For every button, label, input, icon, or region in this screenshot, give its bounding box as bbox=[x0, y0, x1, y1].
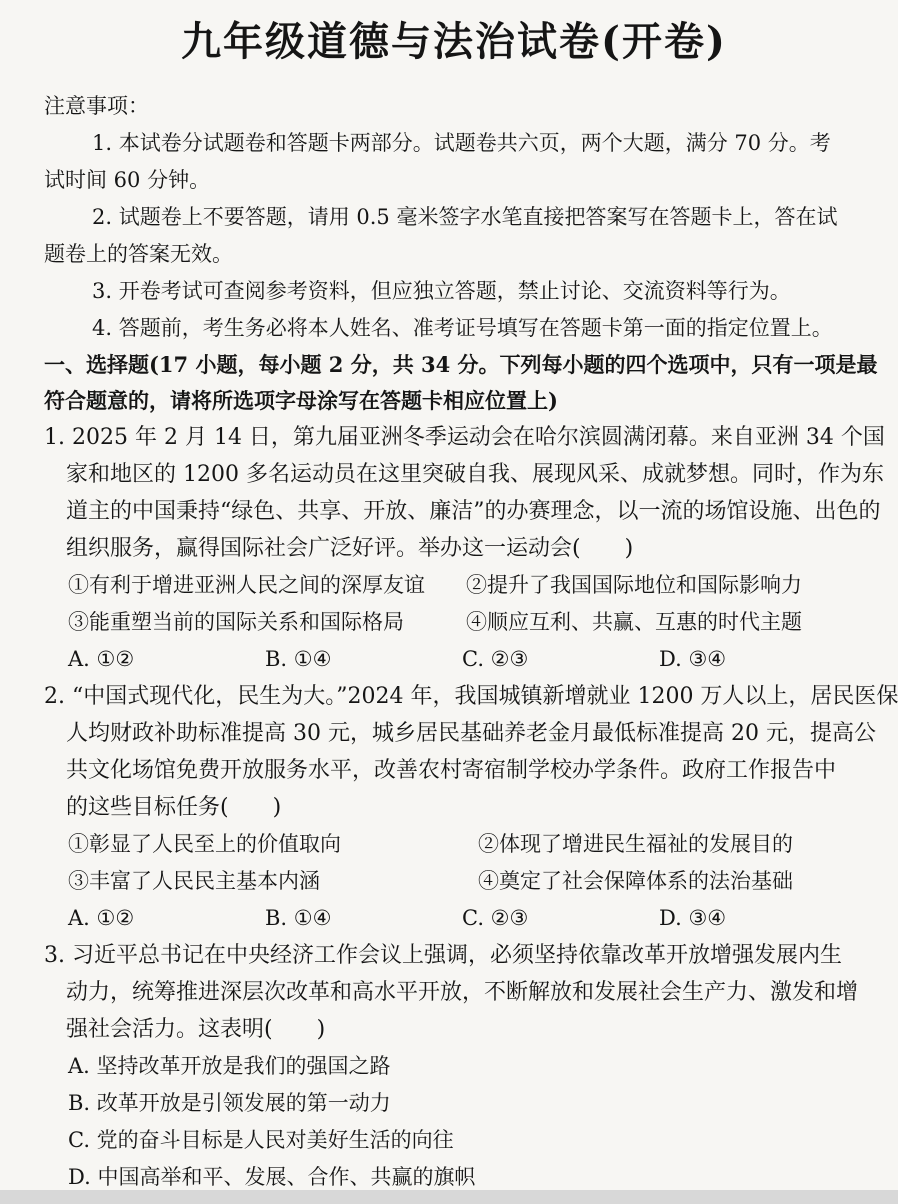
question-2-line-4: 的这些目标任务( ) bbox=[66, 795, 282, 820]
statement-2: ②体现了增进民生福祉的发展目的 bbox=[478, 832, 793, 856]
question-1-line-4: 组织服务，赢得国际社会广泛好评。举办这一运动会( ) bbox=[66, 536, 634, 561]
question-3-line-2: 动力，统筹推进深层次改革和高水平开放，不断解放和发展社会生产力、激发和增 bbox=[66, 980, 859, 1005]
question-2-statements-row-2 bbox=[44, 863, 856, 900]
choice-c: C. ②③ bbox=[462, 906, 529, 930]
question-3-line-3: 强社会活力。这表明( ) bbox=[66, 1017, 326, 1042]
choice-c: C. ②③ bbox=[462, 647, 529, 671]
choice-b: B. 改革开放是引领发展的第一动力 bbox=[68, 1091, 391, 1115]
choice-d: D. 中国高举和平、发展、合作、共赢的旗帜 bbox=[68, 1165, 476, 1189]
question-1-line-2: 家和地区的 1200 多名运动员在这里突破自我、展现风采、成就梦想。同时，作为东 bbox=[66, 462, 884, 487]
question-2 bbox=[44, 678, 898, 937]
statement-2: ②提升了我国国际地位和国际影响力 bbox=[466, 573, 802, 597]
choice-c: C. 党的奋斗目标是人民对美好生活的向往 bbox=[68, 1128, 454, 1152]
notes-section bbox=[44, 88, 856, 347]
note-item-1-line-1: 1. 本试卷分试题卷和答题卡两部分。试题卷共六页，两个大题，满分 70 分。考 bbox=[92, 131, 831, 155]
section-heading-line-2: 符合题意的，请将所选项字母涂写在答题卡相应位置上) bbox=[44, 388, 558, 413]
choice-d: D. ③④ bbox=[659, 906, 727, 930]
question-1-line-3: 道主的中国秉持“绿色、共享、开放、廉洁”的办赛理念，以一流的场馆设施、出色的 bbox=[66, 499, 881, 524]
choice-b: B. ①④ bbox=[265, 906, 332, 930]
choice-b: B. ①④ bbox=[265, 647, 332, 671]
question-3-line-1: 3. 习近平总书记在中央经济工作会议上强调，必须坚持依靠改革开放增强发展内生 bbox=[44, 943, 842, 968]
question-2-line-1: 2. “中国式现代化，民生为大。”2024 年，我国城镇新增就业 1200 万人以上，居民医保 bbox=[44, 684, 898, 709]
statement-4: ④奠定了社会保障体系的法治基础 bbox=[478, 869, 793, 893]
question-1-statements-row-1 bbox=[44, 567, 856, 604]
page-title: 九年级道德与法治试卷(开卷) bbox=[181, 18, 727, 65]
statement-1: ①彰显了人民至上的价值取向 bbox=[68, 832, 341, 856]
question-2-line-2: 人均财政补助标准提高 30 元，城乡居民基础养老金月最低标准提高 20 元，提高公 bbox=[66, 721, 876, 746]
note-item-1-line-2: 试时间 60 分钟。 bbox=[44, 168, 211, 192]
question-1-statements-row-2 bbox=[44, 604, 856, 641]
choice-a: A. 坚持改革开放是我们的强国之路 bbox=[68, 1054, 391, 1078]
note-item-2-line-1: 2. 试题卷上不要答题，请用 0.5 毫米签字水笔直接把答案写在答题卡上，答在试 bbox=[92, 205, 838, 229]
question-1 bbox=[44, 419, 885, 678]
note-item-4: 4. 答题前，考生务必将本人姓名、准考证号填写在答题卡第一面的指定位置上。 bbox=[92, 316, 833, 340]
question-2-choices bbox=[44, 900, 856, 937]
choice-a: A. ①② bbox=[68, 906, 135, 930]
statement-3: ③丰富了人民民主基本内涵 bbox=[68, 869, 320, 893]
question-1-line-1: 1. 2025 年 2 月 14 日，第九届亚洲冬季运动会在哈尔滨圆满闭幕。来自亚洲 34 个国 bbox=[44, 425, 885, 450]
bottom-scan-edge bbox=[0, 1190, 898, 1204]
choice-d: D. ③④ bbox=[659, 647, 727, 671]
choice-a: A. ①② bbox=[68, 647, 135, 671]
question-1-choices bbox=[44, 641, 856, 678]
statement-1: ①有利于增进亚洲人民之间的深厚友谊 bbox=[68, 573, 425, 597]
statement-4: ④顺应互利、共赢、互惠的时代主题 bbox=[466, 610, 802, 634]
note-item-3: 3. 开卷考试可查阅参考资料，但应独立答题，禁止讨论、交流资料等行为。 bbox=[92, 279, 791, 303]
question-2-statements-row-1 bbox=[44, 826, 856, 863]
note-item-2-line-2: 题卷上的答案无效。 bbox=[44, 242, 233, 266]
statement-3: ③能重塑当前的国际关系和国际格局 bbox=[68, 610, 404, 634]
question-2-line-3: 共文化场馆免费开放服务水平，改善农村寄宿制学校办学条件。政府工作报告中 bbox=[66, 758, 837, 783]
section-heading-line-1: 一、选择题(17 小题，每小题 2 分，共 34 分。下列每小题的四个选项中，只有一项是最 bbox=[44, 352, 878, 377]
notes-heading: 注意事项： bbox=[44, 94, 149, 118]
question-3 bbox=[44, 937, 859, 1196]
